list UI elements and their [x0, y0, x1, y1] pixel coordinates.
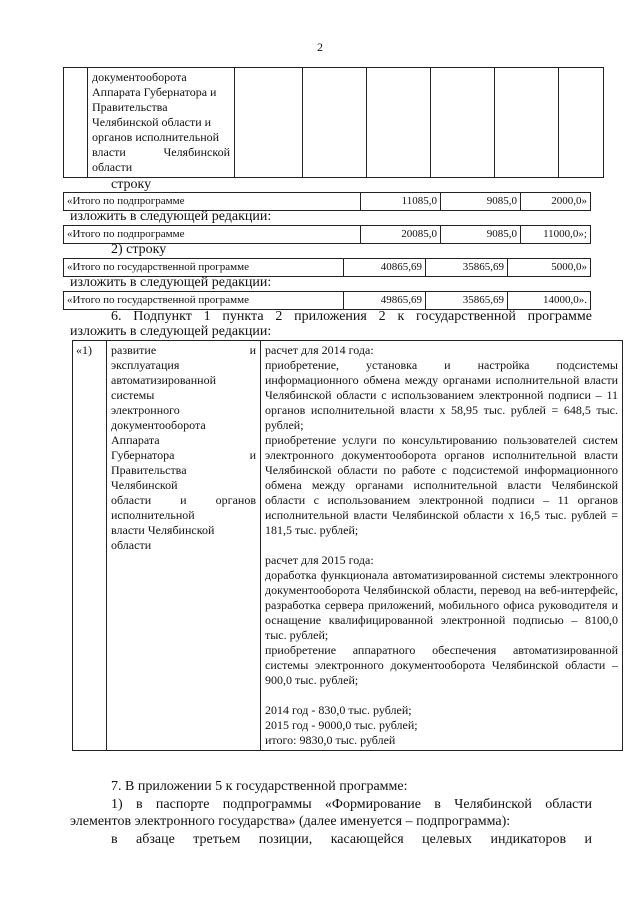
row-value: 20085,0 [361, 226, 441, 244]
item-number-cell [73, 341, 107, 751]
row-value: 40865,69 [344, 259, 426, 277]
text-line: области и органов [111, 493, 256, 507]
table-cell [235, 68, 303, 178]
text-line: изложить в следующей редакции: [70, 209, 272, 224]
table-cell [64, 68, 88, 178]
text-line: изложить в следующей редакции: [70, 275, 272, 290]
table-cell [495, 68, 559, 178]
text-line: власти Челябинской [92, 145, 230, 159]
text-line: Губернатора и [111, 448, 256, 462]
text-line: документооборота [111, 418, 206, 432]
text-line: изложить в следующей редакции: [70, 324, 272, 339]
table-cell [367, 68, 431, 178]
page-number: 2 [317, 40, 323, 54]
row-value: 14000,0». [508, 292, 591, 310]
row-label: «Итого по государственной программе [64, 292, 344, 310]
row-value: 5000,0» [508, 259, 591, 277]
text-line: документооборота [92, 70, 187, 84]
item-number: «1) [76, 343, 92, 357]
text-line: органов исполнительной [92, 130, 220, 144]
row-value: 2000,0» [521, 193, 591, 211]
text-line: Аппарата [111, 433, 160, 447]
text-line: 7. В приложении 5 к государственной программе: [111, 779, 408, 794]
calc-2014-paragraph: приобретение, установка и настройка подсистемы информационного обмена между органами исполнительной власти Челябинской области с использованием электронной подписи – 11 органов исполнительной власти x 58,95 тыс. рублей = 648,5 тыс. рублей; [265, 358, 618, 432]
calculation-cell [261, 341, 623, 751]
text-line: исполнительной [111, 508, 195, 522]
program-name-cell [88, 68, 235, 178]
text-line: Правительства [92, 100, 168, 114]
table-cell [431, 68, 495, 178]
row-label: «Итого по государственной программе [64, 259, 344, 277]
sum-total: итого: 9830,0 тыс. рублей [265, 733, 396, 747]
text-line: автоматизированной [111, 373, 217, 387]
paragraph-line: 1) в паспорте подпрограммы «Формирование в Челябинской области [111, 797, 592, 812]
text-line: электронного [111, 403, 180, 417]
calculation-table [72, 340, 623, 751]
row-value: 9085,0 [441, 193, 521, 211]
paragraph-line: 6. Подпункт 1 пункта 2 приложения 2 к государственной программе [111, 309, 592, 324]
text-line: Челябинской области и [92, 115, 212, 129]
row-value: 35865,69 [426, 259, 508, 277]
table-cell [559, 68, 604, 178]
row-value: 9085,0 [441, 226, 521, 244]
itogo-gos-program-new-row [63, 291, 591, 310]
text-line: Челябинской [111, 478, 178, 492]
text-line: строку [111, 177, 152, 192]
item-name-cell [107, 341, 261, 751]
text-line: элементов электронного государства» (далее именуется – подпрограмма): [70, 814, 511, 829]
calc-2014-title: расчет для 2014 года: [265, 343, 374, 357]
text-line: Аппарата Губернатора и [92, 85, 217, 99]
continuation-table [63, 67, 604, 178]
table-cell [303, 68, 367, 178]
row-value: 35865,69 [426, 292, 508, 310]
calc-2014-paragraph: приобретение услуги по консультированию пользователей систем электронного документооборота органов исполнительной власти Челябинской области по работе с подсистемой информационного обмена между органами исполнительной власти Челябинской области с использованием электронной подписи – 11 органов исполнительной власти Челябинской области x 16,5 тыс. рублей = 181,5 тыс. рублей; [265, 433, 618, 537]
text-line: области [111, 538, 152, 552]
row-label: «Итого по подпрограмме [64, 226, 361, 244]
text-line: 2) строку [111, 242, 167, 257]
calc-2015-paragraph: приобретение аппаратного обеспечения автоматизированной системы электронного документооборота Челябинской области – 900,0 тыс. рублей; [265, 643, 618, 687]
paragraph-line: в абзаце третьем позиции, касающейся целевых индикаторов и [111, 832, 592, 847]
text-line: власти Челябинской [111, 523, 215, 537]
row-value: 49865,69 [344, 292, 426, 310]
sum-2014: 2014 год - 830,0 тыс. рублей; [265, 703, 412, 717]
text-line: Правительства [111, 463, 187, 477]
row-value: 11085,0 [361, 193, 441, 211]
text-line: области [92, 160, 133, 174]
calc-2015-paragraph: доработка функционала автоматизированной системы электронного документооборота Челябинской области, перевод на веб-интерфейс, разработка сервера приложений, мобильного офиса руководителя и оснащение квалифицированной электронной подписью – 8100,0 тыс. рублей; [265, 568, 618, 642]
calc-2015-title: расчет для 2015 года: [265, 553, 374, 567]
text-line: эксплуатация [111, 358, 180, 372]
text-line: развитие и [111, 343, 256, 357]
sum-2015: 2015 год - 9000,0 тыс. рублей; [265, 718, 418, 732]
row-label: «Итого по подпрограмме [64, 193, 361, 211]
row-value: 11000,0»; [521, 226, 591, 244]
text-line: системы [111, 388, 155, 402]
